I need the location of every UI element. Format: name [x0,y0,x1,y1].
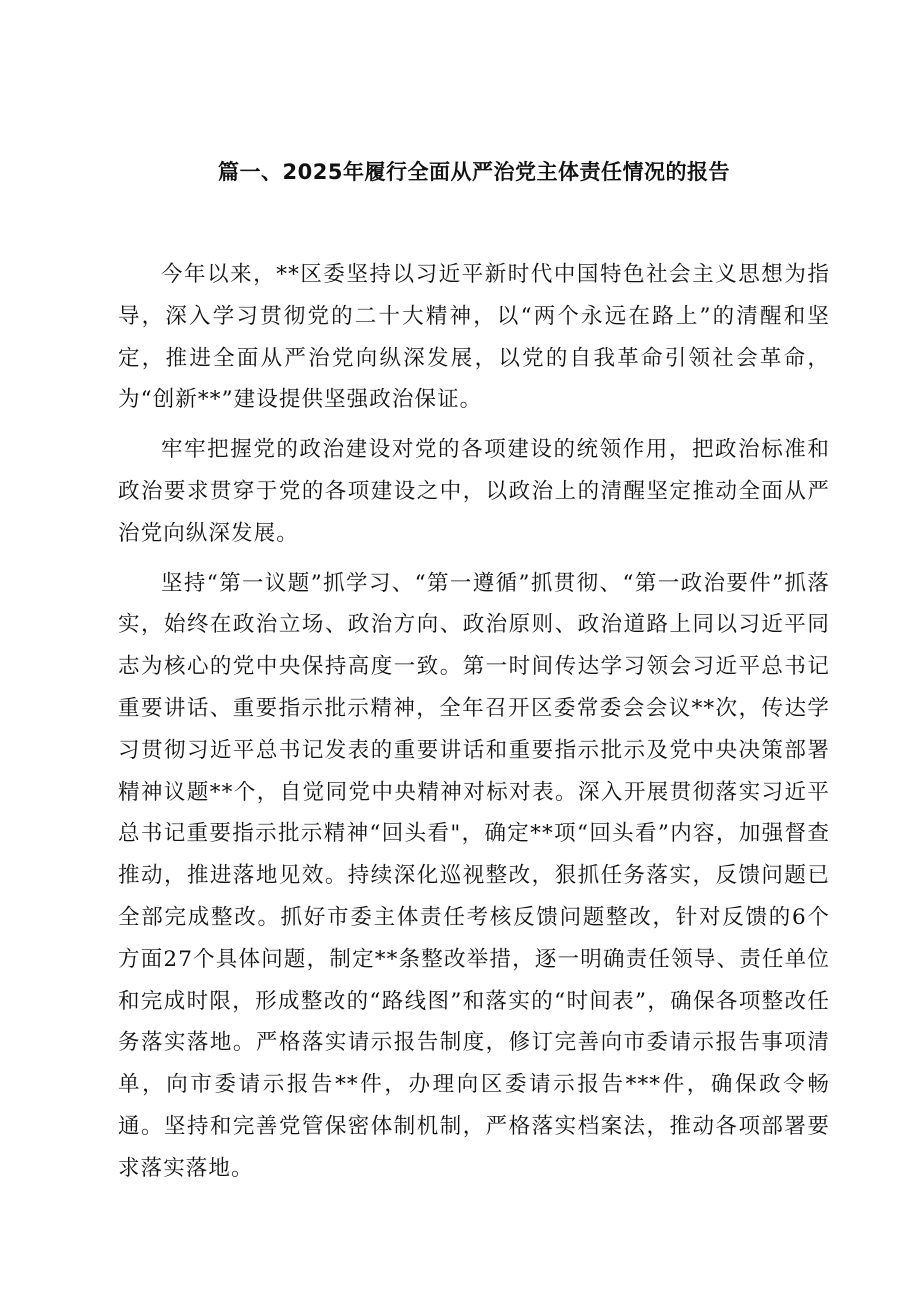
paragraph-2: 牢牢把握党的政治建设对党的各项建设的统领作用，把政治标准和政治要求贯穿于党的各项建设之中，以政治上的清醒坚定推动全面从严治党向纵深发展。 [118,437,830,546]
document-title: 篇一、2025年履行全面从严治党主体责任情况的报告 [218,160,730,184]
paragraph-3: 坚持“第一议题”抓学习、“第一遵循”抓贯彻、“第一政治要件”抓落实，始终在政治立场、政治方向、政治原则、政治道路上同以习近平同志为核心的党中央保持高度一致。第一时间传达学习领会习近平总书记重要讲话、重要指示批示精神，全年召开区委常委会会议**次，传达学习贯彻习近平总书记发表的重要讲话和重要指示批示及党中央决策部署精神议题**个，自觉同党中央精神对标对表。深入开展贯彻落实习近平总书记重要指示批示精神“回头看"，确定**项“回头看”内容，加强督查推动，推进落地见效。持续深化巡视整改，狠抓任务落实，反馈问题已全部完成整改。抓好市委主体责任考核反馈问题整改，针对反馈的6个方面27个具体问题，制定**条整改举措，逐一明确责任领导、责任单位和完成时限，形成整改的“路线图”和落实的“时间表”，确保各项整改任务落实落地。严格落实请示报告制度，修订完善向市委请示报告事项清单，向市委请示报告**件，办理向区委请示报告***件，确保政令畅通。坚持和完善党管保密体制机制，严格落实档案法，推动各项部署要求落实落地。 [118,570,830,1181]
paragraph-1: 今年以来，**区委坚持以习近平新时代中国特色社会主义思想为指导，深入学习贯彻党的二十大精神，以“两个永远在路上”的清醒和坚定，推进全面从严治党向纵深发展，以党的自我革命引领社会革命，为“创新**”建设提供坚强政治保证。 [118,262,830,413]
document-page [118,152,830,1198]
